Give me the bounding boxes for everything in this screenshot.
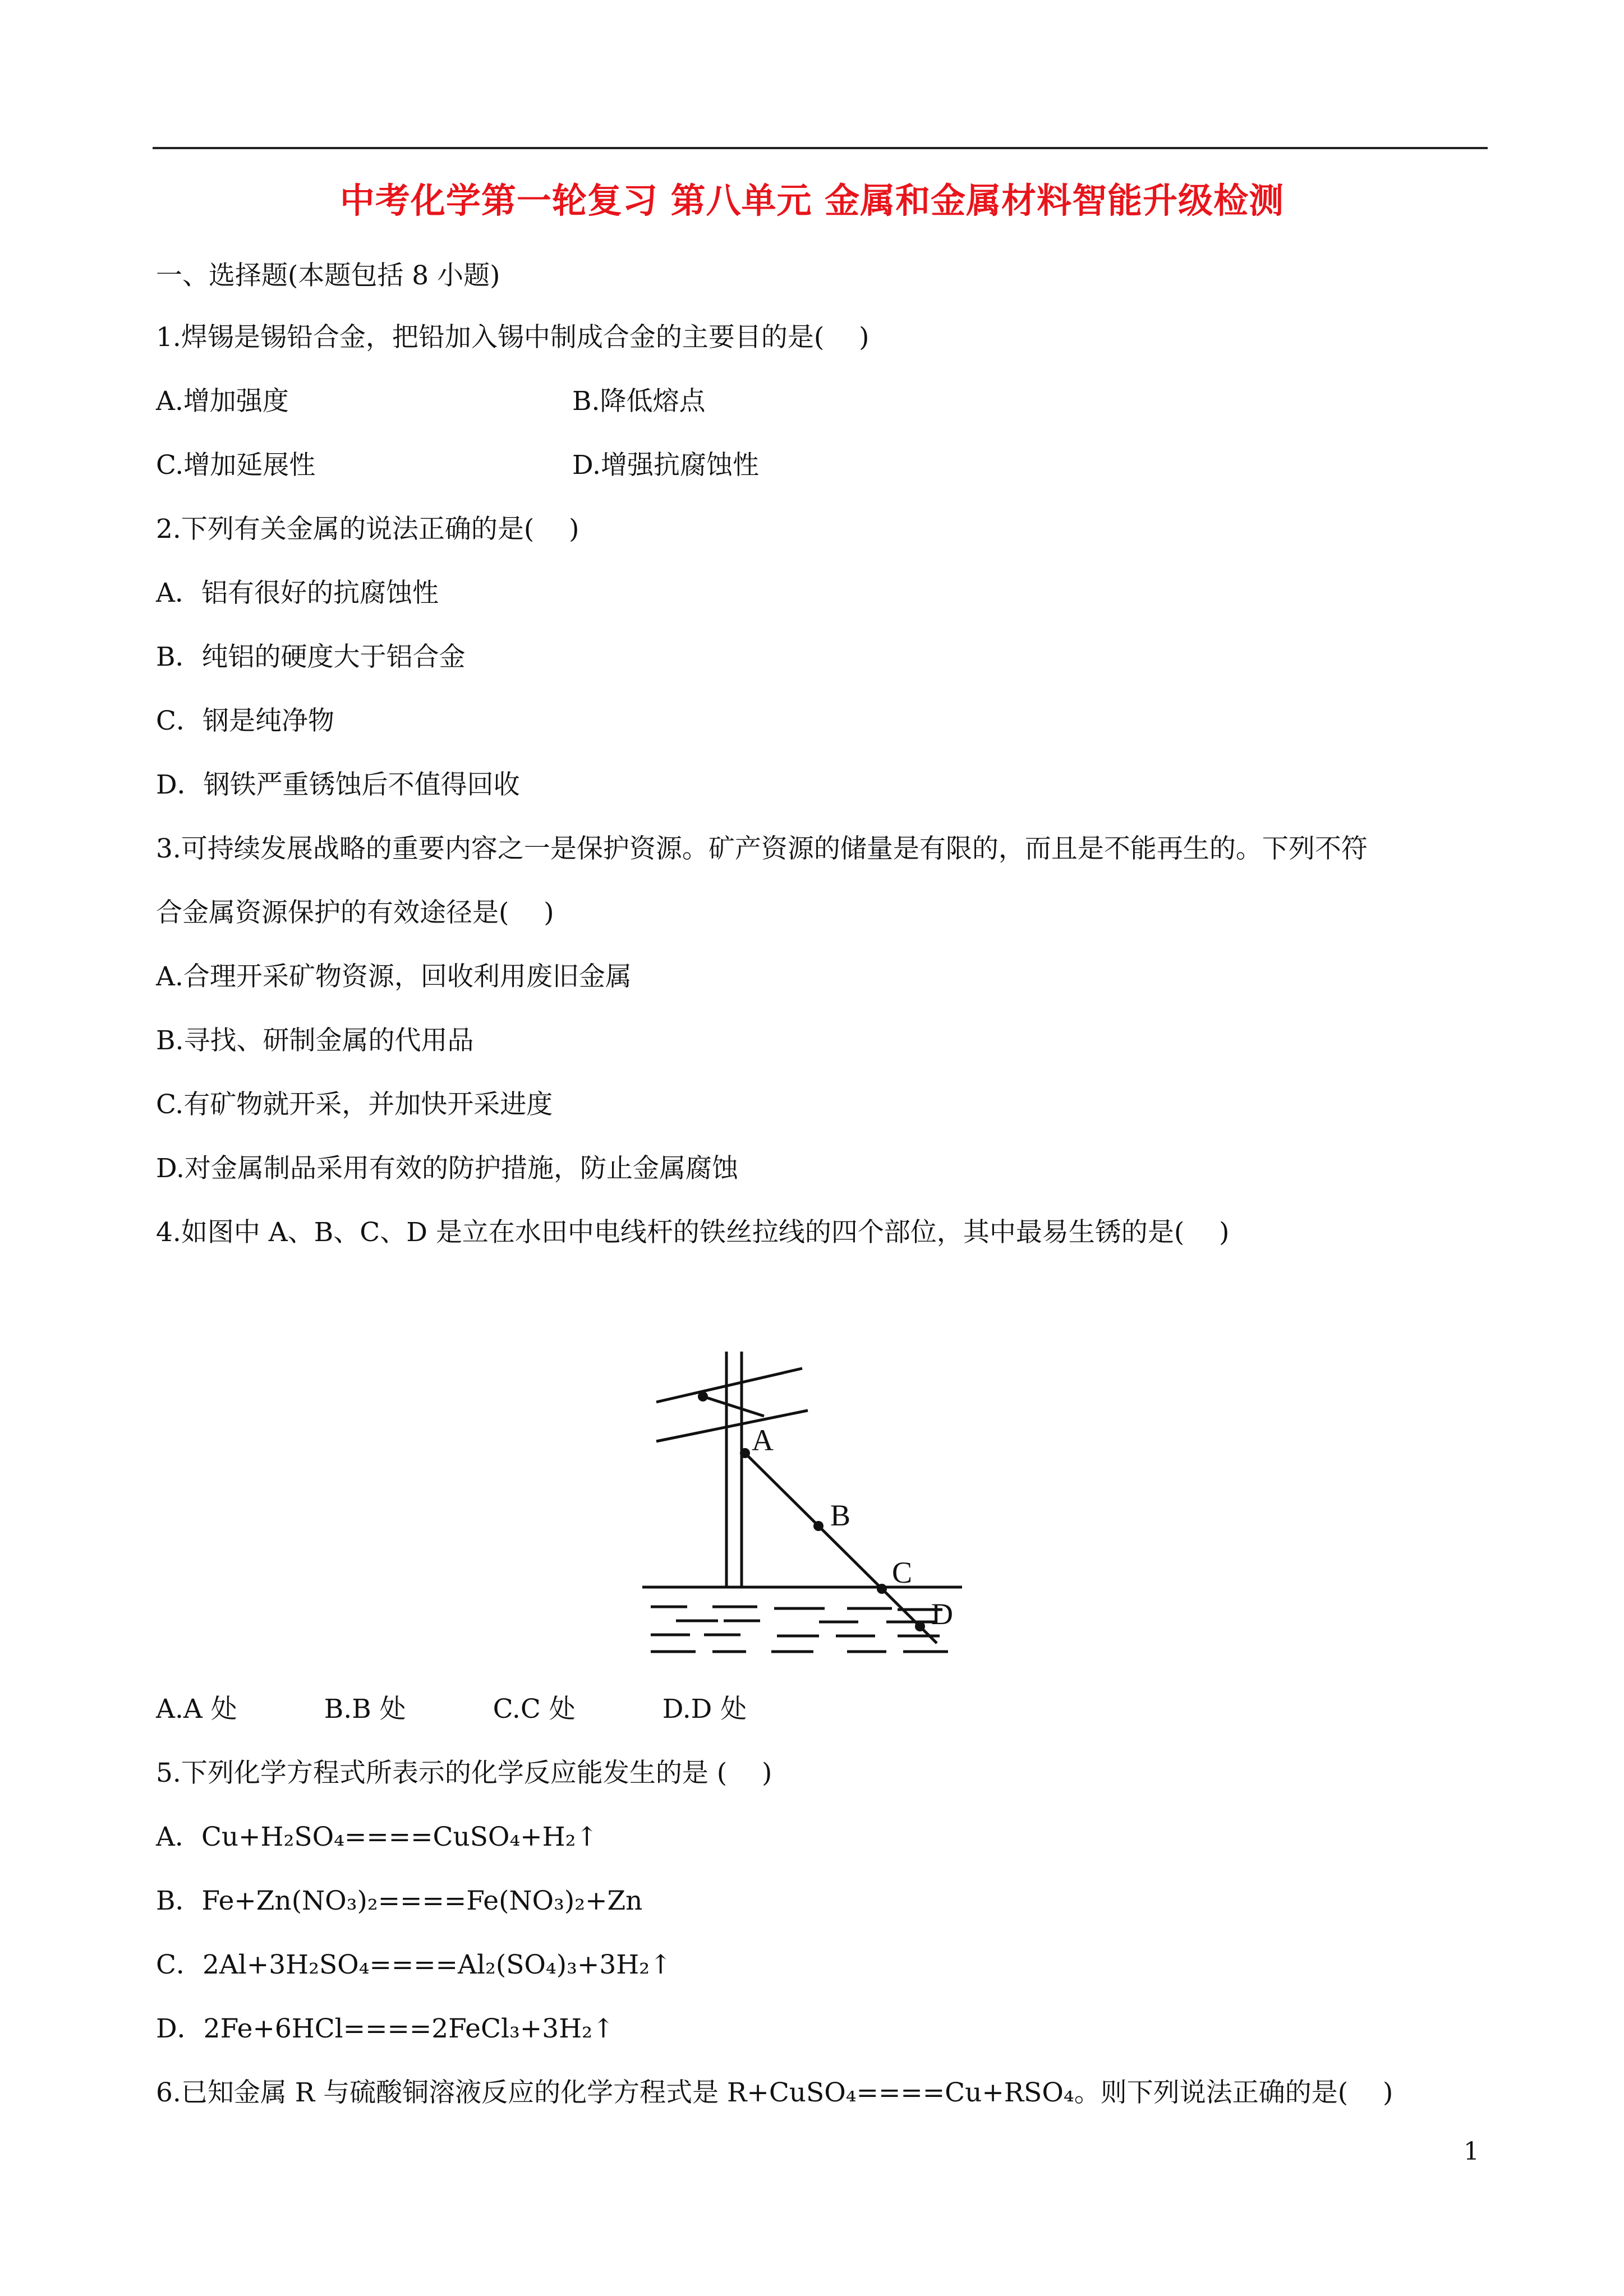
question-3-option-b: B.寻找、研制金属的代用品 bbox=[156, 1025, 474, 1056]
page-title: 中考化学第一轮复习 第八单元 金属和金属材料智能升级检测 bbox=[339, 180, 1285, 221]
question-4-option-d: D.D 处 bbox=[662, 1694, 747, 1725]
question-2-option-c: C．钢是纯净物 bbox=[156, 706, 334, 736]
question-3-option-d: D.对金属制品采用有效的防护措施，防止金属腐蚀 bbox=[156, 1153, 738, 1184]
question-4-option-b: B.B 处 bbox=[324, 1694, 406, 1725]
figure-label-d: D bbox=[931, 1597, 953, 1631]
question-3-option-a: A.合理开采矿物资源，回收利用废旧金属 bbox=[156, 961, 632, 992]
figure-label-a: A bbox=[752, 1423, 774, 1457]
question-1-option-a: A.增加强度 bbox=[156, 386, 289, 417]
question-3-stem-line-2: 合金属资源保护的有效途径是( ) bbox=[156, 897, 554, 928]
question-1-option-b: B.降低熔点 bbox=[572, 386, 706, 417]
question-1-stem: 1.焊锡是锡铅合金，把铅加入锡中制成合金的主要目的是( ) bbox=[156, 322, 869, 353]
question-4-option-c: C.C 处 bbox=[493, 1694, 576, 1725]
question-5-option-c: C．2Al+3H₂SO₄====Al₂(SO₄)₃+3H₂↑ bbox=[156, 1949, 672, 1980]
question-3-option-c: C.有矿物就开采，并加快开采进度 bbox=[156, 1089, 553, 1120]
question-5-stem: 5.下列化学方程式所表示的化学反应能发生的是 ( ) bbox=[156, 1758, 772, 1788]
question-4-stem: 4.如图中 A、B、C、D 是立在水田中电线杆的铁丝拉线的四个部位，其中最易生锈的是( ) bbox=[156, 1217, 1230, 1248]
question-3-stem-line-1: 3.可持续发展战略的重要内容之一是保护资源。矿产资源的储量是有限的，而且是不能再生的。下列不符 bbox=[156, 833, 1368, 864]
question-2-stem: 2.下列有关金属的说法正确的是( ) bbox=[156, 514, 579, 545]
question-5-option-a: A．Cu+H₂SO₄====CuSO₄+H₂↑ bbox=[156, 1822, 598, 1852]
question-4-options bbox=[156, 1693, 747, 1726]
question-2-option-b: B．纯铝的硬度大于铝合金 bbox=[156, 642, 466, 672]
question-1-option-c: C.增加延展性 bbox=[156, 450, 316, 481]
question-4-option-a: A.A 处 bbox=[156, 1694, 237, 1725]
figure-label-b: B bbox=[830, 1499, 851, 1532]
figure-label-c: C bbox=[892, 1556, 913, 1589]
question-2-option-d: D．钢铁严重锈蚀后不值得回收 bbox=[156, 769, 520, 800]
section-heading: 一、选择题(本题包括 8 小题) bbox=[156, 260, 500, 291]
question-1-option-d: D.增强抗腐蚀性 bbox=[572, 450, 759, 481]
page-number: 1 bbox=[1464, 2137, 1479, 2166]
question-5-option-b: B．Fe+Zn(NO₃)₂====Fe(NO₃)₂+Zn bbox=[156, 1885, 643, 1916]
question-2-option-a: A．铝有很好的抗腐蚀性 bbox=[156, 578, 439, 608]
question-6-stem: 6.已知金属 R 与硫酸铜溶液反应的化学方程式是 R+CuSO₄====Cu+RSO₄。则下列说法正确的是( ) bbox=[156, 2077, 1393, 2108]
question-5-option-d: D．2Fe+6HCl====2FeCl₃+3H₂↑ bbox=[156, 2013, 615, 2044]
header-rule bbox=[153, 147, 1488, 149]
utility-pole-figure bbox=[634, 1340, 982, 1677]
